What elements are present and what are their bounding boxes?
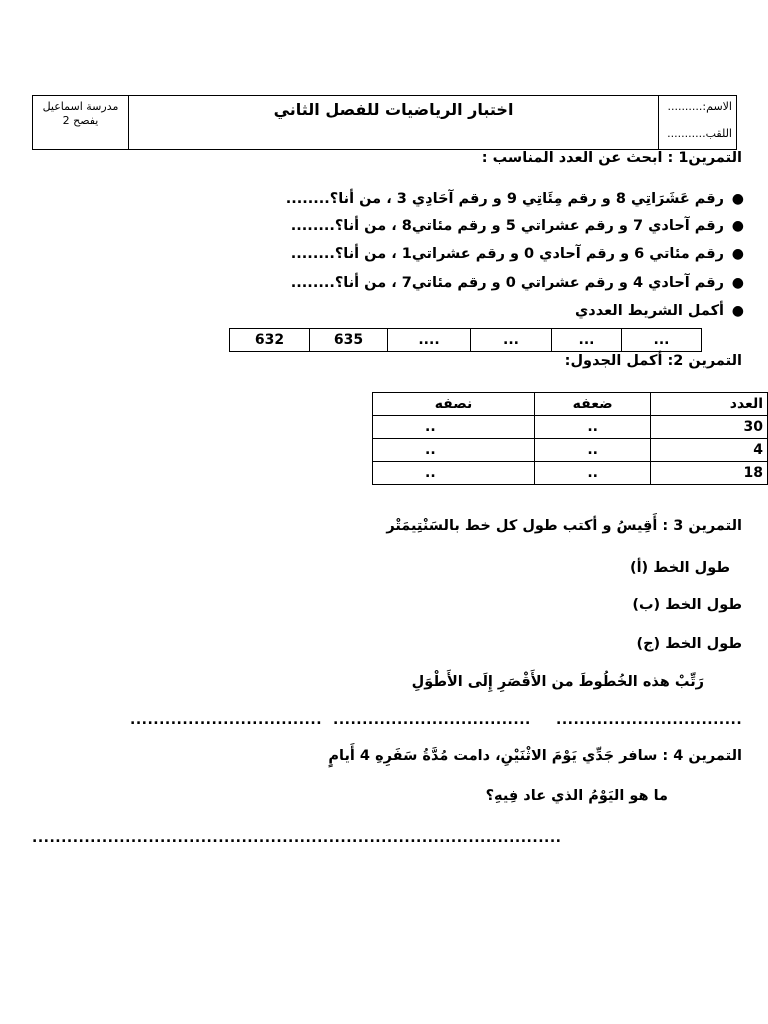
exercise1-item-3 — [0, 246, 768, 266]
exercise1-item-4 — [0, 275, 768, 295]
table-row — [373, 416, 768, 439]
number-strip — [229, 328, 702, 352]
name-label: الاسم:.......... — [667, 100, 732, 113]
strip-cell: 635 — [310, 329, 388, 351]
exercise3-title: التمرين 3 : أَقِيسُ و أكتب طول كل خط بالسَنْتِيمَتْر — [386, 518, 742, 534]
line-c-label: طول الخط (ج) — [636, 636, 742, 652]
answer-dots-2: .................................. — [333, 712, 531, 728]
exercise4-answer-dots: ........................................................................................... — [32, 830, 562, 846]
header-half: نصفه — [373, 393, 535, 416]
exam-title: اختبار الرياضيات للفصل الثاني — [273, 100, 514, 119]
cell-half: .. — [373, 416, 535, 439]
bullet-icon: ● — [731, 275, 744, 291]
student-info-cell — [659, 96, 738, 149]
cell-number: 4 — [651, 439, 768, 462]
answer-dots-1: ................................. — [130, 712, 323, 728]
school-info-cell — [33, 96, 129, 149]
cell-half: .. — [373, 439, 535, 462]
line-b-label: طول الخط (ب) — [632, 597, 742, 613]
exercise1-item-2 — [0, 218, 768, 238]
exercise4-question: ما هو اليَوْمُ الذي عاد فِيهِ؟ — [485, 788, 668, 804]
exercise1-item-1 — [0, 191, 768, 211]
surname-label: اللقب........... — [667, 127, 732, 140]
cell-double: .. — [535, 439, 651, 462]
cell-half: .. — [373, 462, 535, 485]
cell-double: .. — [535, 416, 651, 439]
strip-cell: .... — [388, 329, 471, 351]
strip-cell: 632 — [230, 329, 310, 351]
bullet-icon: ● — [731, 303, 744, 319]
table-header-row — [373, 393, 768, 416]
table-row — [373, 462, 768, 485]
exercise1-item-5 — [0, 303, 768, 323]
title-cell — [129, 96, 659, 149]
exercise1-item-text: رقم عَشَرَاتِي 8 و رقم مِئَاتِي 9 و رقم آحَادِي 3 ، من أنا؟........ — [285, 191, 724, 207]
strip-cell: ... — [653, 332, 670, 348]
order-instruction: رَتِّبْ هذه الخُطُوطَ من الأَقْصَرِ إِلَى الأَطْوَلِ — [411, 674, 704, 690]
header-number: العدد — [651, 393, 768, 416]
cell-number: 18 — [651, 462, 768, 485]
cell-number: 30 — [651, 416, 768, 439]
exercise4-title: التمرين 4 : سافر جَدِّي يَوْمَ الاثْنَيْنِ، دامت مُدَّةُ سَفَرِهِ 4 أَيامٍ — [328, 748, 742, 764]
class-name: يفصح 2 — [62, 114, 99, 127]
header-double: ضعفه — [535, 393, 651, 416]
strip-cell: ... — [471, 329, 552, 351]
bullet-icon: ● — [731, 246, 744, 262]
numbers-table — [372, 392, 768, 485]
line-a-label: طول الخط (أ) — [629, 560, 730, 576]
exercise1-title: التمرين1 : ابحث عن العدد المناسب : — [481, 150, 742, 166]
exercise1-item-text: أكمل الشريط العددي — [574, 303, 724, 319]
exercise1-item-text: رقم مئاتي 6 و رقم آحادي 0 و رقم عشراتي1 ، من أنا؟........ — [290, 246, 724, 262]
bullet-icon: ● — [731, 191, 744, 207]
table-row — [373, 439, 768, 462]
strip-cell: ... — [552, 329, 622, 351]
exercise1-item-text: رقم آحادي 4 و رقم عشراتي 0 و رقم مئاتي7 ، من أنا؟........ — [290, 275, 724, 291]
exercise2-title: التمرين 2: أكمل الجدول: — [564, 353, 742, 369]
exercise1-item-text: رقم آحادي 7 و رقم عشراتي 5 و رقم مئاتي8 ، من أنا؟........ — [290, 218, 724, 234]
answer-dots-3: ................................ — [556, 712, 743, 728]
header-box — [32, 95, 737, 150]
school-name: مدرسة اسماعيل — [42, 100, 119, 113]
bullet-icon: ● — [731, 218, 744, 234]
cell-double: .. — [535, 462, 651, 485]
